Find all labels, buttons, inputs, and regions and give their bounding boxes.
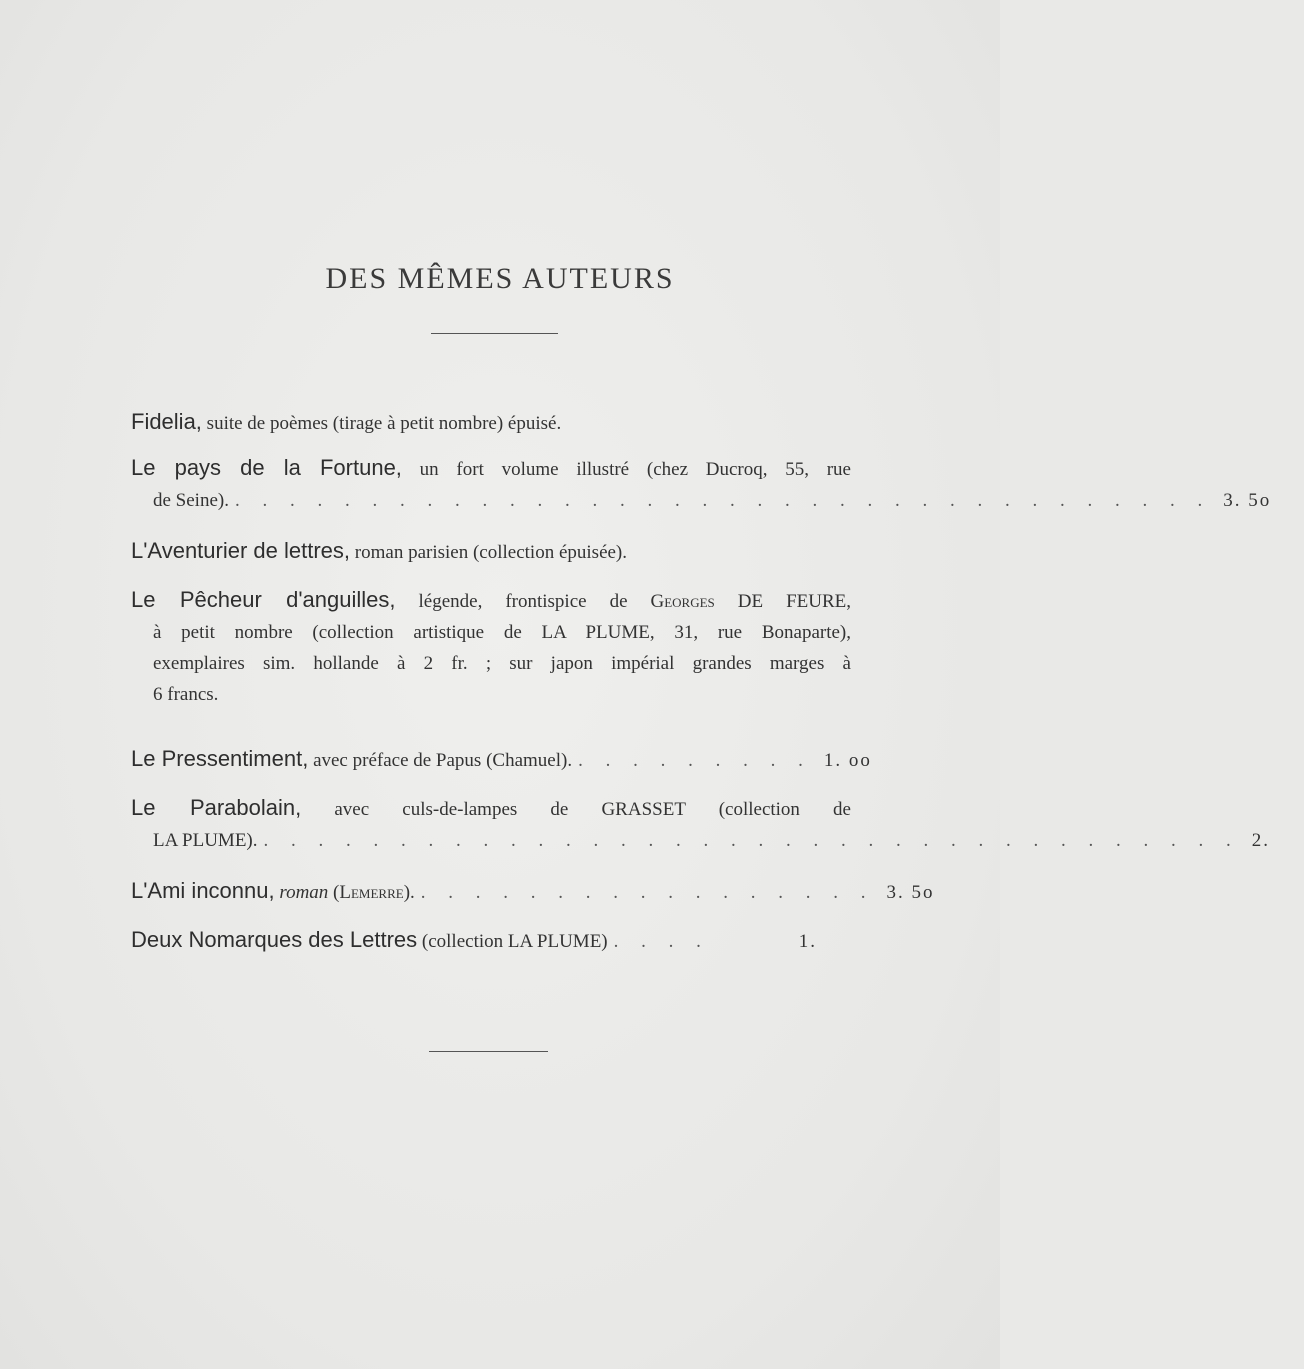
entry-aventurier xyxy=(131,535,851,568)
entry-lead-line xyxy=(131,875,935,908)
entry-text: ( xyxy=(328,882,340,903)
entry-author-smallcaps: Georges xyxy=(650,591,715,612)
bottom-rule xyxy=(429,1051,548,1052)
entry-ami-inconnu xyxy=(131,875,935,908)
entry-title: Le Parabolain, xyxy=(131,795,302,820)
entry-text: avec culs-de-lampes de GRASSET (collection de xyxy=(301,799,851,820)
entry-text: DE FEURE, xyxy=(714,591,852,612)
entry-title: L'Ami inconnu, xyxy=(131,878,275,903)
entry-price: 3. 5o xyxy=(1223,490,1272,511)
entry-parabolain xyxy=(131,792,1270,856)
top-rule xyxy=(431,333,558,334)
entry-title: L'Aventurier de lettres, xyxy=(131,538,351,563)
leader-dots: . . . . . . . . . xyxy=(578,750,812,771)
entry-lead-line xyxy=(131,485,1272,516)
entry-price: 1. xyxy=(798,931,817,952)
entry-italic: roman xyxy=(274,882,329,903)
entry-price: 3. 5o xyxy=(886,882,935,903)
entry-title: Le Pêcheur d'anguilles, xyxy=(131,587,396,612)
entry-deux-nomarques xyxy=(131,924,851,957)
entry-publisher-smallcaps: Lemerre xyxy=(339,882,404,903)
entry-title: Le pays de la Fortune, xyxy=(131,455,402,480)
entry-title: Deux Nomarques des Lettres xyxy=(131,927,418,952)
leader-dots: . . . . . . . . . . . . . . . . . . . . . . . . . . . . . . . . . . . . xyxy=(263,830,1240,851)
entry-text: légende, frontispice de xyxy=(395,591,651,612)
entry-continuation: 6 francs. xyxy=(153,684,219,705)
entry-text: roman parisien (collection épuisée). xyxy=(350,542,628,563)
entry-text: suite de poèmes (tirage à petit nombre) épuisé. xyxy=(201,413,562,434)
entry-text: ). xyxy=(403,882,415,903)
leader-dots: . . . . xyxy=(613,931,710,952)
leader-dots: . . . . . . . . . . . . . . . . . . . . . . . . . . . . . . . . . . . . xyxy=(234,490,1212,511)
entry-pressentiment xyxy=(131,743,872,776)
entry-title: Le Pressentiment, xyxy=(131,746,309,771)
entry-continuation: à petit nombre (collection artistique de LA PLUME, 31, rue Bonaparte), xyxy=(153,622,851,643)
entry-lead-line xyxy=(131,743,872,776)
entry-lead-line xyxy=(131,924,851,957)
entry-continuation: exemplaires sim. hollande à 2 fr. ; sur japon impérial grandes marges à xyxy=(153,653,851,674)
entry-text: avec préface de Papus (Chamuel). xyxy=(308,750,573,771)
entry-continuation: LA PLUME). xyxy=(153,830,258,851)
entry-pays-fortune xyxy=(131,452,1272,516)
page-heading: DES MÊMES AUTEURS xyxy=(325,262,675,295)
entry-price: 1. oo xyxy=(823,750,872,771)
entry-text: un fort volume illustré (chez Ducroq, 55, rue xyxy=(401,459,851,480)
entry-lead-line xyxy=(131,825,1270,856)
leader-dots: . . . . . . . . . . . . . . . . . xyxy=(420,882,875,903)
entry-title: Fidelia, xyxy=(131,409,202,434)
entry-price: 2. xyxy=(1251,830,1270,851)
entry-pecheur xyxy=(131,584,851,710)
entry-text: (collection LA PLUME) xyxy=(417,931,608,952)
entry-fidelia xyxy=(131,406,851,439)
entry-continuation: de Seine). xyxy=(153,490,229,511)
